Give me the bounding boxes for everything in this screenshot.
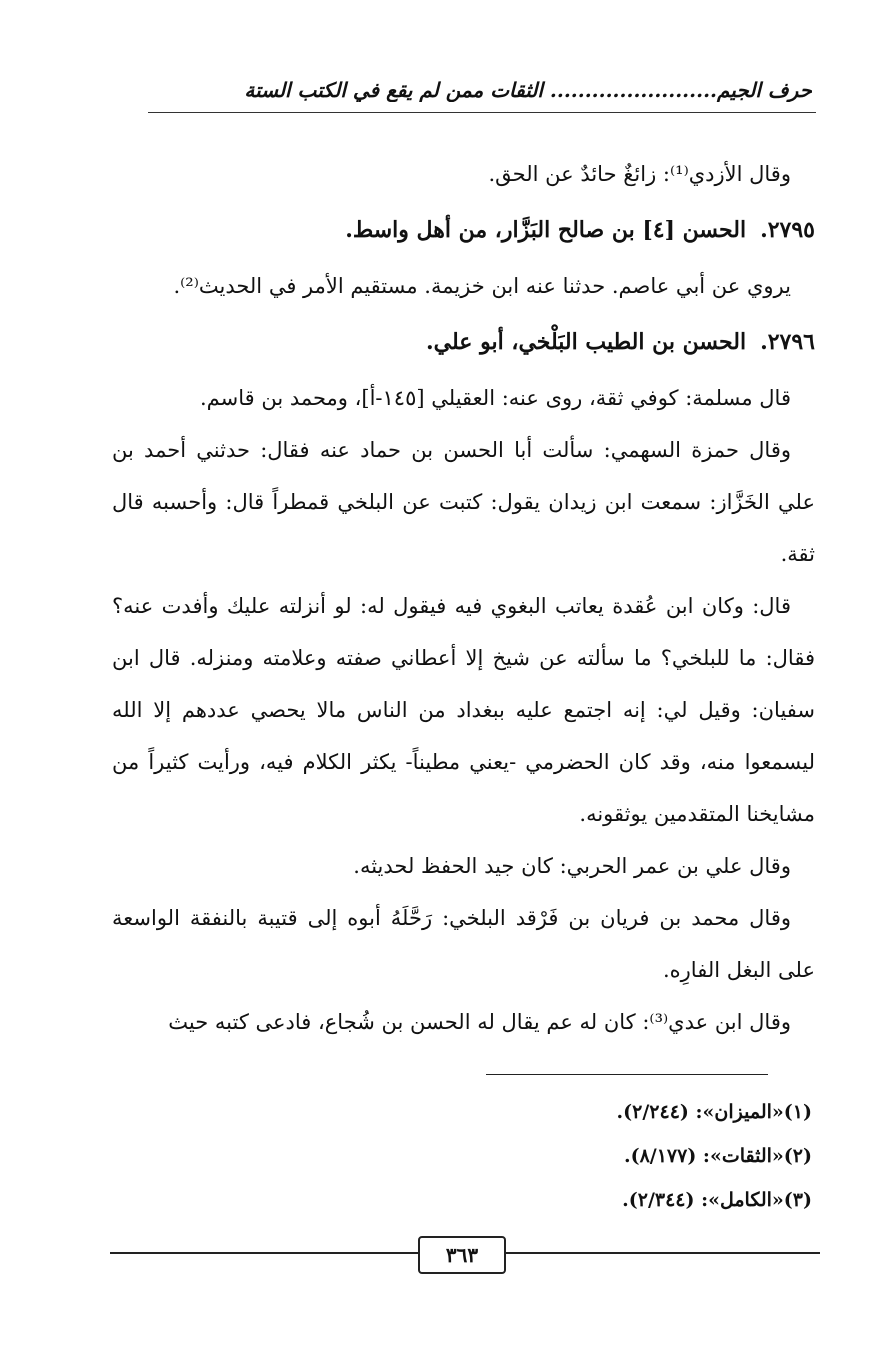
footer-rule bbox=[110, 1252, 420, 1254]
paragraph: وقال علي بن عمر الحربي: كان جيد الحفظ لحديثه. bbox=[353, 854, 791, 878]
paragraph: وقال الأزدي⁽¹⁾: زائغٌ حائدٌ عن الحق. bbox=[488, 162, 791, 186]
footnotes bbox=[400, 1090, 812, 1222]
entry-heading bbox=[112, 316, 815, 368]
paragraph: قال مسلمة: كوفي ثقة، روى عنه: العقيلي [١٤٥-أ]، ومحمد بن قاسم. bbox=[199, 386, 791, 410]
entry-name: الحسن بن الطيب البَلْخي، أبو علي. bbox=[426, 329, 747, 355]
paragraph: وقال حمزة السهمي: سألت أبا الحسن بن حماد عنه فقال: حدثني أحمد بن علي الخَزَّاز: سمعت ابن زيدان يقول: كتبت عن البلخي قمطراً قال: وأحسبه قال ثقة. bbox=[112, 438, 815, 566]
footer-rule bbox=[500, 1252, 820, 1254]
running-header: حرف الجيم........................ الثقات ممن لم يقع في الكتب الستة bbox=[244, 78, 812, 102]
footnote: (١)«الميزان»: (٢/٢٤٤). bbox=[616, 1101, 812, 1123]
page-number: ٣٦٣ bbox=[418, 1236, 506, 1274]
paragraph: يروي عن أبي عاصم. حدثنا عنه ابن خزيمة. مستقيم الأمر في الحديث⁽²⁾. bbox=[173, 274, 791, 298]
entry-number: ٢٧٩٥. bbox=[760, 217, 815, 243]
footnote: (٢)«الثقات»: (٨/١٧٧). bbox=[623, 1145, 812, 1167]
entry-heading bbox=[112, 204, 815, 256]
entry-number: ٢٧٩٦. bbox=[760, 329, 815, 355]
entry-name: الحسن [٤] بن صالح البَزَّار، من أهل واسط. bbox=[345, 217, 747, 243]
paragraph: قال: وكان ابن عُقدة يعاتب البغوي فيه فيقول له: لو أنزلته عليك وأفدت عنه؟ فقال: ما للبلخي؟ ما سألته عن شيخ إلا أعطاني صفته وعلامته ومنزله. قال ابن سفيان: وقيل لي: إنه اجتمع عليه ببغداد من الناس مالا يحصي عددهم إلا الله ليسمعوا منه، وقد كان الحضرمي -يعني مطيناً- يكثر الكلام فيه، ورأيت كثيراً من مشايخنا المتقدمين يوثقونه. bbox=[112, 594, 815, 826]
footnote: (٣)«الكامل»: (٢/٣٤٤). bbox=[622, 1189, 812, 1211]
header-rule bbox=[148, 112, 816, 113]
main-text bbox=[112, 148, 815, 1048]
paragraph: وقال ابن عدي⁽³⁾: كان له عم يقال له الحسن بن شُجاع، فادعى كتبه حيث bbox=[168, 1010, 791, 1034]
footnote-rule bbox=[486, 1074, 768, 1075]
paragraph: وقال محمد بن فريان بن فَرْقد البلخي: رَحَّلَهُ أبوه إلى قتيبة بالنفقة الواسعة على البغل الفارِه. bbox=[112, 906, 815, 982]
